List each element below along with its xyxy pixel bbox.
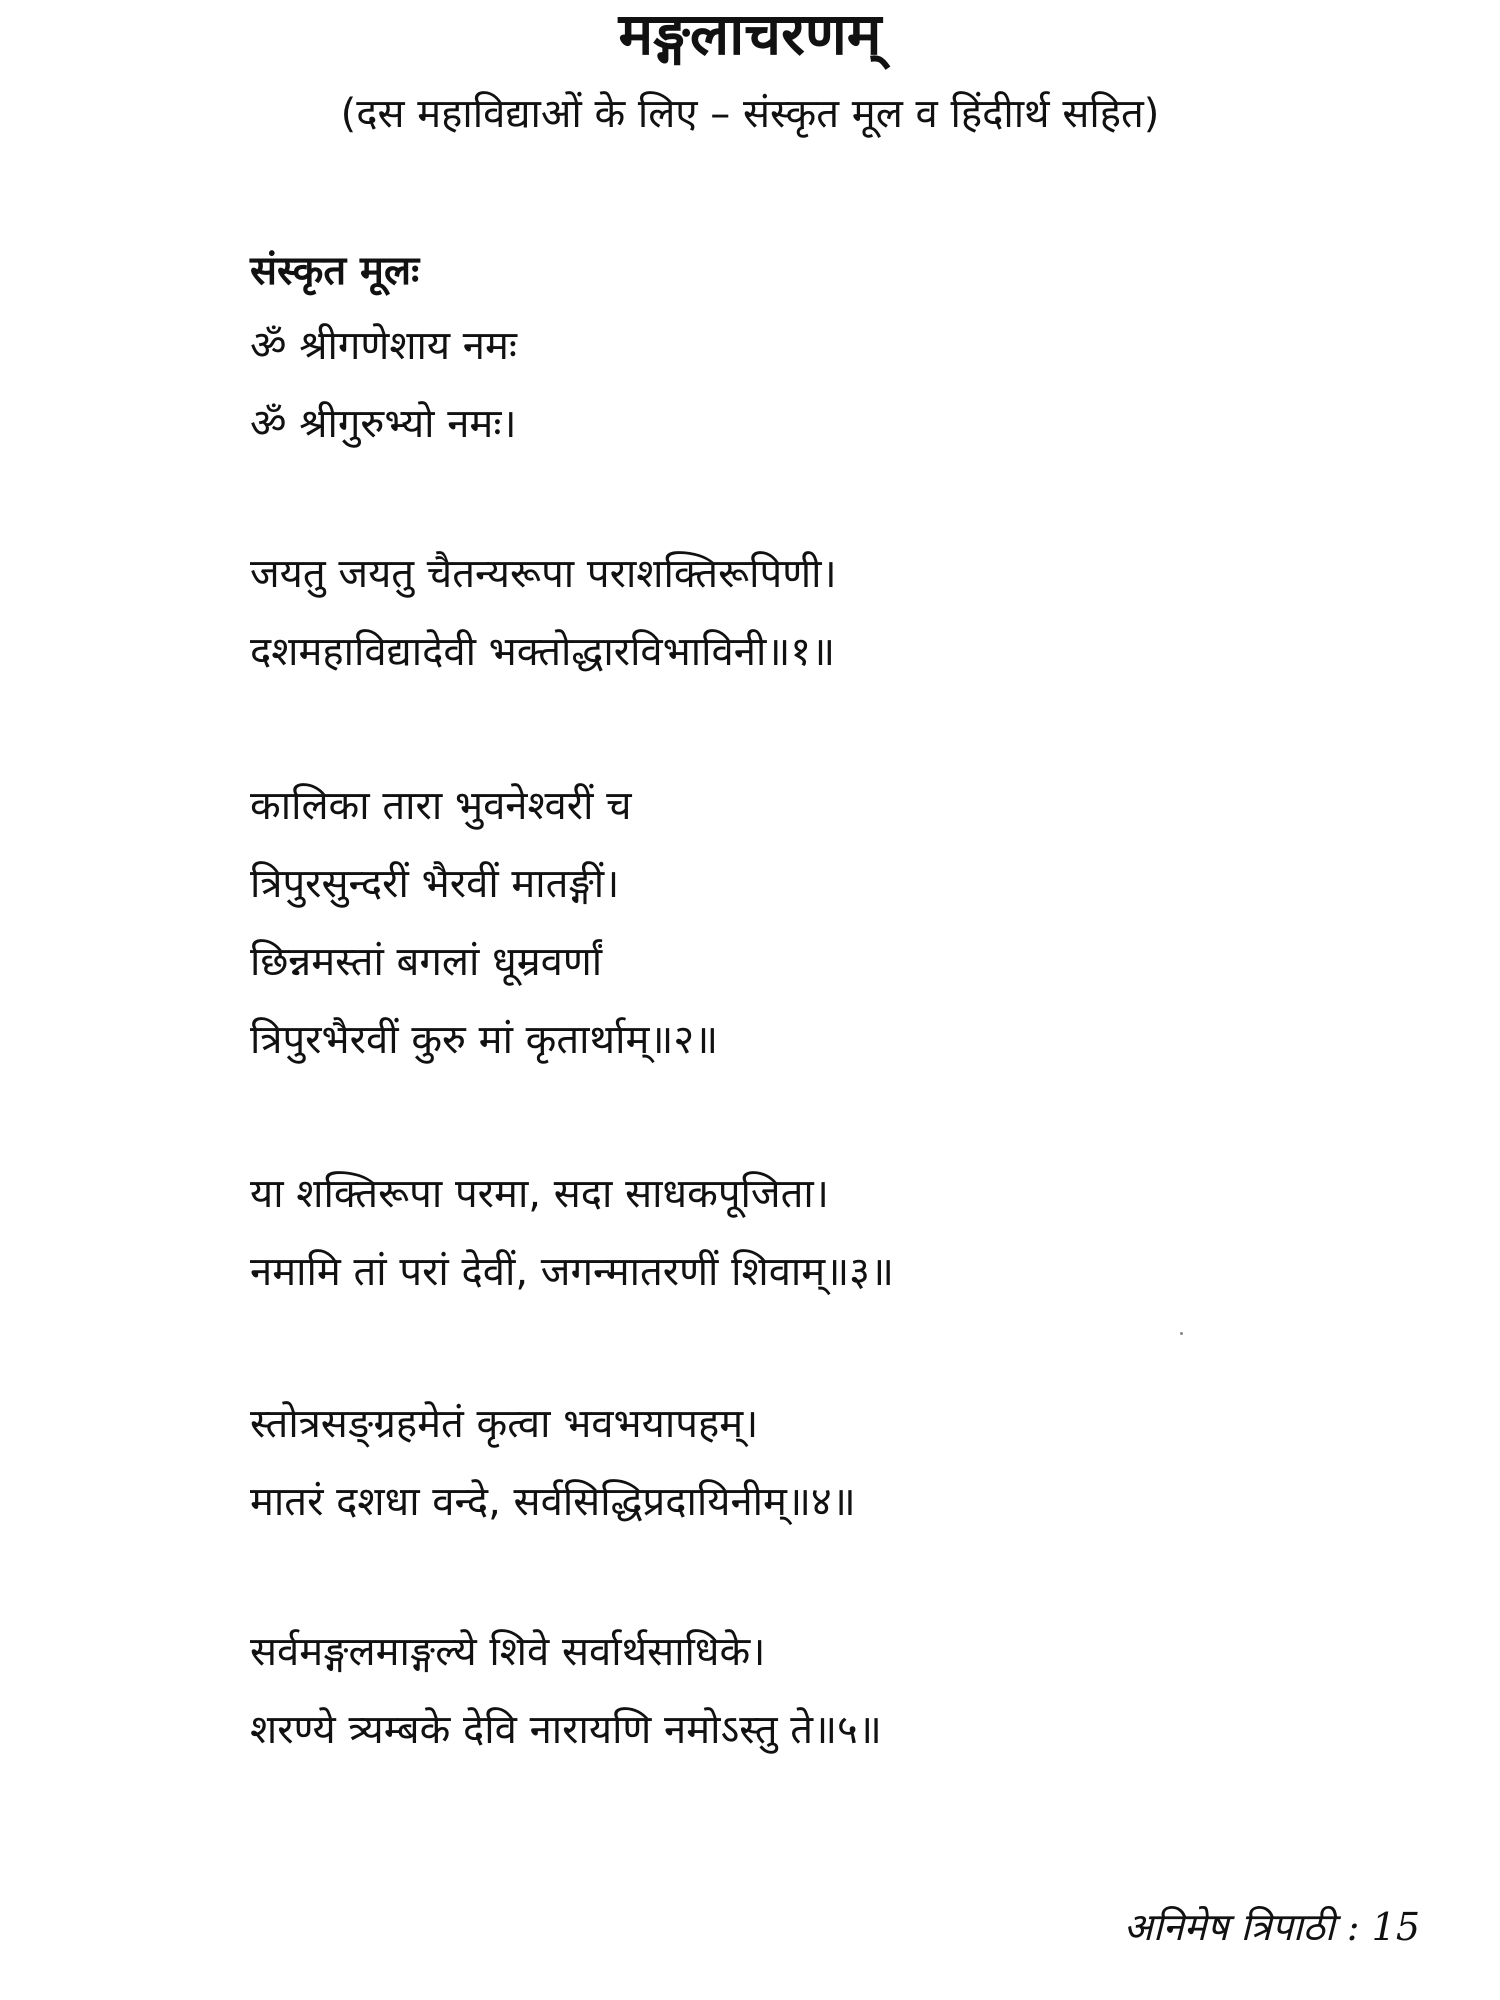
section-heading: संस्कृत मूलः bbox=[250, 248, 420, 294]
page-title: मङ्गलाचरणम् bbox=[618, 0, 882, 68]
verse-line: छिन्नमस्तां बगलां धूम्रवर्णां bbox=[250, 939, 603, 985]
page-subtitle: (दस महाविद्याओं के लिए – संस्कृत मूल व हिंदीार्थ सहित) bbox=[340, 91, 1160, 137]
verse-line: शरण्ये त्र्यम्बके देवि नारायणि नमोऽस्तु ते॥५॥ bbox=[250, 1707, 882, 1753]
verse-line: या शक्तिरूपा परमा, सदा साधकपूजिता। bbox=[250, 1171, 829, 1217]
verse-4 bbox=[250, 1398, 1400, 1528]
verse-line: त्रिपुरभैरवीं कुरु मां कृतार्थाम्॥२॥ bbox=[250, 1017, 719, 1063]
verse-line: कालिका तारा भुवनेश्वरीं च bbox=[250, 783, 632, 829]
invocation-ganesha: ॐ श्रीगणेशाय नमः bbox=[250, 323, 517, 369]
verse-5 bbox=[250, 1626, 1400, 1756]
scan-speck bbox=[1180, 1332, 1183, 1335]
verse-2 bbox=[250, 780, 1400, 1066]
page-footer: अनिमेष त्रिपाठी : 15 bbox=[1123, 1905, 1420, 1949]
verse-3 bbox=[250, 1168, 1400, 1298]
verse-line: स्तोत्रसङ्ग्रहमेतं कृत्वा भवभयापहम्। bbox=[250, 1401, 759, 1447]
verse-line: मातरं दशधा वन्दे, सर्वसिद्धिप्रदायिनीम्॥४॥ bbox=[250, 1479, 856, 1525]
verse-1 bbox=[250, 548, 1400, 678]
verse-line: सर्वमङ्गलमाङ्गल्ये शिवे सर्वार्थसाधिके। bbox=[250, 1629, 766, 1675]
verse-line: दशमहाविद्यादेवी भक्तोद्धारविभाविनी॥१॥ bbox=[250, 629, 836, 675]
verse-line: जयतु जयतु चैतन्यरूपा पराशक्तिरूपिणी। bbox=[250, 551, 837, 597]
invocation-guru: ॐ श्रीगुरुभ्यो नमः। bbox=[250, 401, 517, 447]
verse-line: त्रिपुरसुन्दरीं भैरवीं मातङ्गीं। bbox=[250, 861, 620, 907]
verse-line: नमामि तां परां देवीं, जगन्मातरणीं शिवाम्॥३॥ bbox=[250, 1249, 894, 1295]
